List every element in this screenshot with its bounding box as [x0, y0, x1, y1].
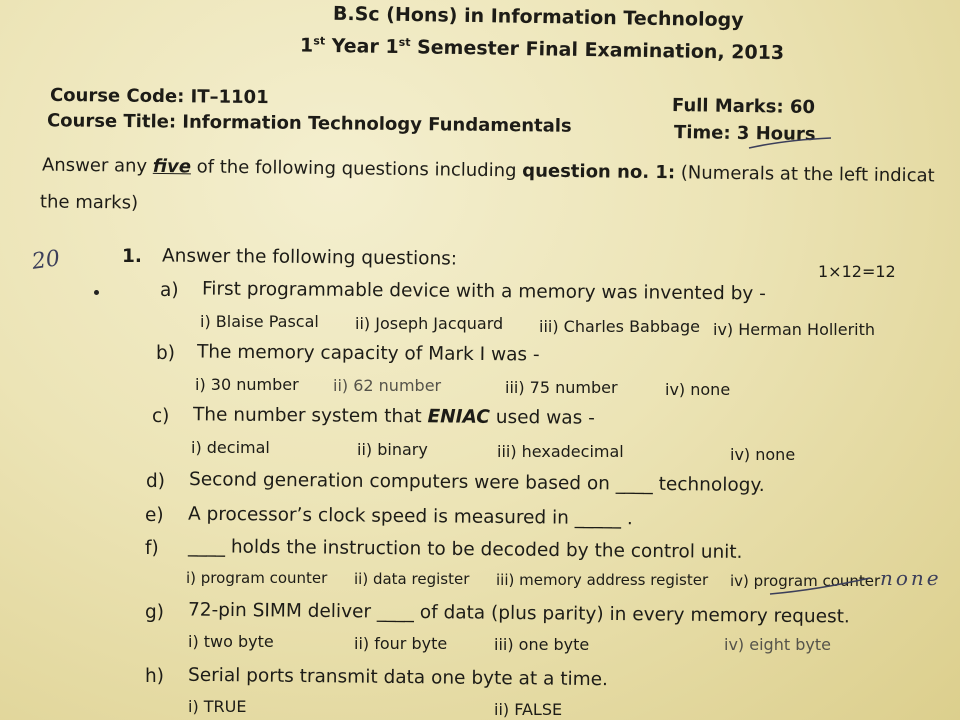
item-a-text: First programmable device with a memory was invented by - [201, 278, 766, 305]
course-code: Course Code: IT–1101 [49, 84, 269, 109]
item-d-text: Second generation computers were based on ____ technology. [188, 468, 765, 497]
item-b-option-3: iii) 75 number [505, 378, 618, 397]
instr-part1: Answer any [41, 154, 148, 177]
item-a-option-3: iii) Charles Babbage [539, 317, 700, 336]
question-number: 1. [122, 246, 142, 267]
full-marks: Full Marks: 60 [671, 95, 816, 118]
item-b-option-1: i) 30 number [195, 375, 299, 394]
exam-ordinal-2: 1 [385, 35, 399, 59]
exam-title [300, 34, 784, 64]
exam-sup-1: st [313, 34, 326, 48]
item-b-option-2: ii) 62 number [333, 376, 442, 395]
pen-underline-mark [745, 134, 835, 154]
item-f-label: f) [145, 538, 159, 559]
item-g-option-4: iv) eight byte [724, 635, 831, 654]
degree-title: B.Sc (Hons) in Information Technology [332, 2, 744, 32]
item-g-option-2: ii) four byte [354, 634, 448, 653]
item-a-label: a) [160, 280, 179, 301]
item-h-label: h) [145, 666, 164, 687]
item-e-text: A processor’s clock speed is measured in _____ . [187, 503, 633, 530]
exam-rest: Semester Final Examination, 2013 [416, 36, 785, 65]
item-c-option-4: iv) none [730, 445, 796, 464]
item-c-text-pre: The number system that [192, 404, 422, 428]
item-h-text: Serial ports transmit data one byte at a time. [187, 664, 609, 691]
instructions-line-1 [42, 155, 935, 187]
exam-ordinal-1: 1 [299, 34, 314, 57]
item-e-label: e) [145, 505, 164, 526]
item-c-label: c) [152, 406, 170, 427]
item-g-text: 72-pin SIMM deliver ____ of data (plus parity) in every memory request. [187, 599, 850, 628]
item-g-option-3: iii) one byte [494, 635, 590, 654]
instructions-line-2: the marks) [39, 191, 139, 214]
item-f-option-2: ii) data register [354, 570, 470, 588]
item-c-option-2: ii) binary [357, 440, 428, 459]
item-d-label: d) [146, 471, 165, 492]
item-b-label: b) [156, 343, 175, 364]
exam-year-word: Year [331, 35, 379, 58]
item-a-option-4: iv) Herman Hollerith [713, 320, 876, 339]
question-marks: 1×12=12 [818, 262, 896, 281]
item-g-option-1: i) two byte [188, 632, 274, 651]
item-f-option-1: i) program counter [186, 569, 328, 587]
exam-sup-2: st [398, 35, 411, 49]
item-f-text: ____ holds the instruction to be decoded by the control unit. [187, 536, 743, 563]
instr-emphasis: five [152, 155, 192, 178]
handwritten-answer-none: none [880, 566, 942, 590]
item-a-option-1: i) Blaise Pascal [200, 312, 319, 331]
item-c-text [193, 404, 595, 429]
instr-part3: (Numerals at the left indicat [680, 162, 935, 187]
item-f-option-4: iv) program counter [730, 572, 881, 590]
question-prompt: Answer the following questions: [161, 245, 458, 270]
item-f-option-3: iii) memory address register [496, 571, 709, 589]
item-a-option-2: ii) Joseph Jacquard [355, 314, 504, 333]
ink-dot [94, 290, 99, 295]
pen-strike-mark [766, 576, 876, 598]
time-allowed: Time: 3 Hours [673, 122, 816, 145]
margin-handwritten-score: 20 [30, 246, 62, 275]
item-h-option-2: ii) FALSE [494, 700, 563, 719]
item-g-label: g) [145, 602, 164, 623]
instr-part2: of the following questions including [196, 156, 517, 182]
course-title: Course Title: Information Technology Fundamentals [46, 110, 572, 137]
item-h-option-1: i) TRUE [188, 697, 247, 716]
item-c-option-1: i) decimal [191, 438, 270, 457]
item-b-text: The memory capacity of Mark I was - [196, 341, 540, 366]
item-c-eniac: ENIAC [427, 406, 491, 428]
item-c-option-3: iii) hexadecimal [497, 442, 624, 461]
instr-bold: question no. 1: [522, 160, 676, 184]
item-b-option-4: iv) none [665, 380, 731, 399]
item-c-text-post: used was - [495, 406, 595, 429]
